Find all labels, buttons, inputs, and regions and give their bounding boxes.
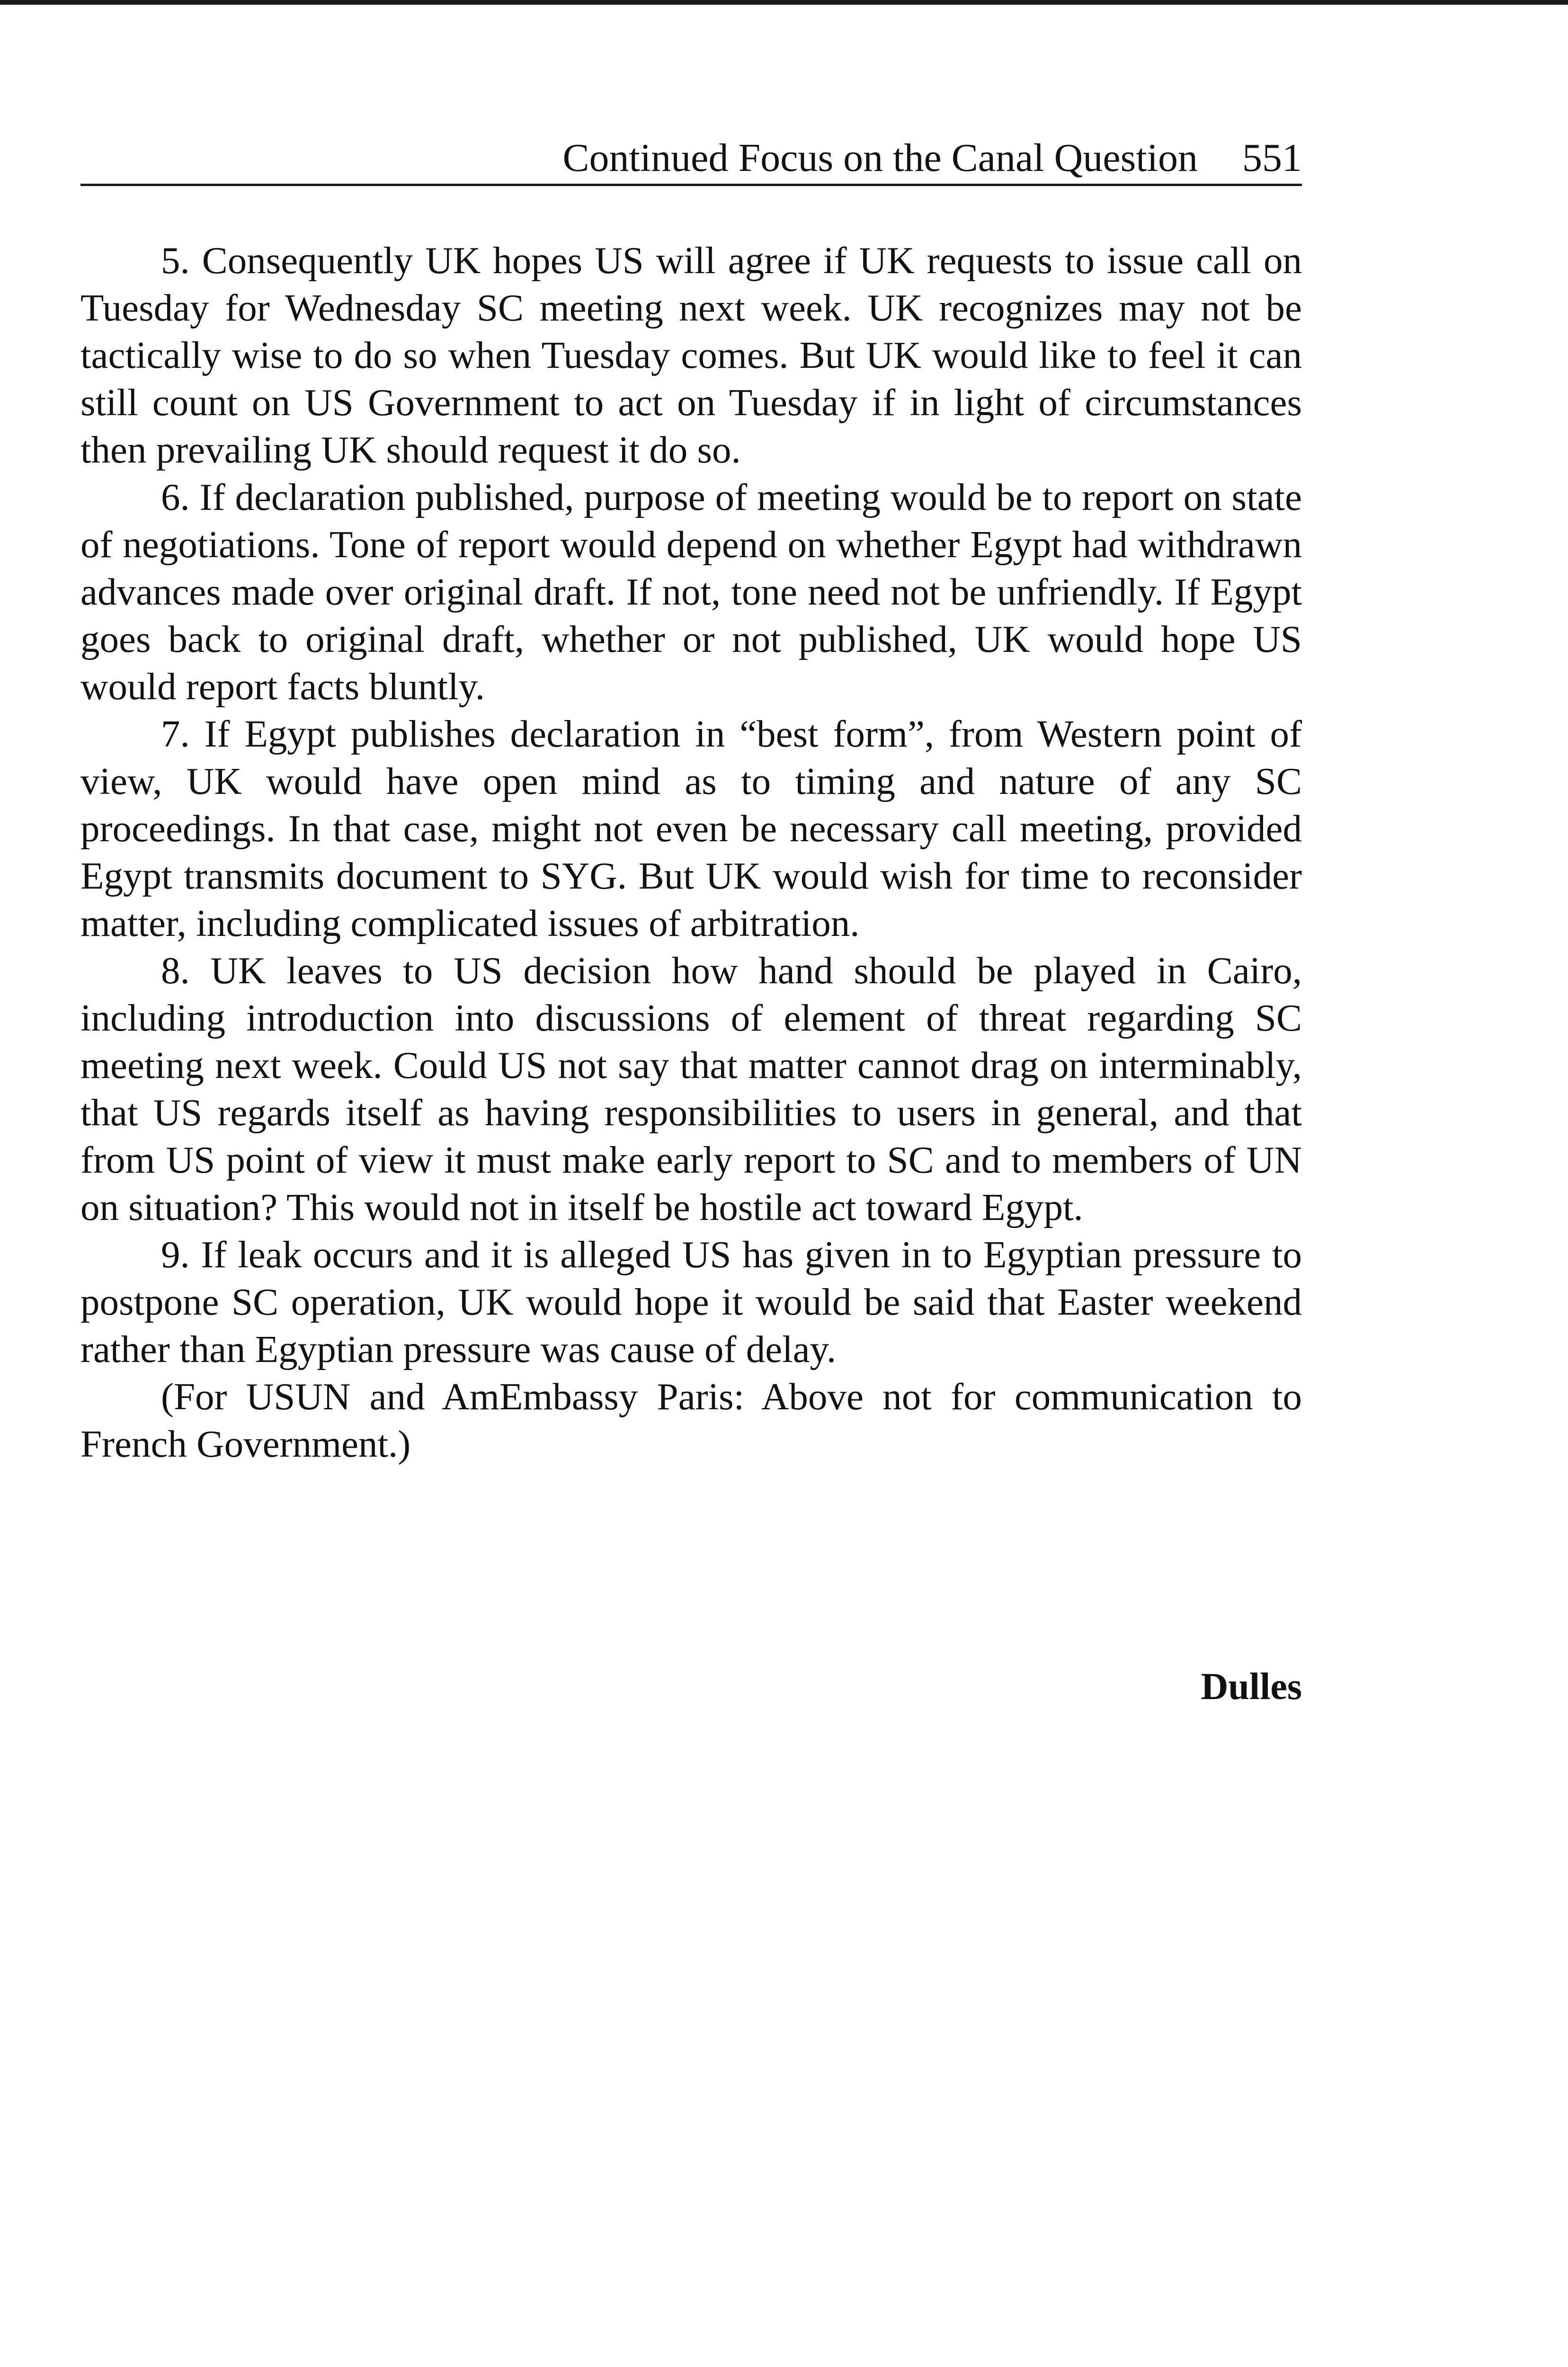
running-head xyxy=(80,136,1302,186)
running-head-title: Continued Focus on the Canal Question xyxy=(562,136,1198,180)
paragraph-5: 5. Consequently UK hopes US will agree if UK requests to issue call on Tuesday for Wednesday SC meeting next week. UK recognizes may not be tactically wise to do so when Tuesday comes. But UK would like to feel it can still count on US Government to act on Tuesday if in light of circumstances then prevailing UK should request it do so. xyxy=(80,239,1302,471)
paragraph-9: 9. If leak occurs and it is alleged US has given in to Egyptian pressure to postpone SC operation, UK would hope it would be said that Easter weekend rather than Egyptian pressure was cause of delay. xyxy=(80,1233,1302,1370)
paragraph-7: 7. If Egypt publishes declaration in “best form”, from Western point of view, UK would have open mind as to timing and nature of any SC proceedings. In that case, might not even be necessary call meeting, provided Egypt transmits document to SYG. But UK would wish for time to reconsider matter, including complicated issues of arbitration. xyxy=(80,712,1302,944)
signature: Dulles xyxy=(1201,1666,1302,1708)
paragraph-note: (For USUN and AmEmbassy Paris: Above not for communication to French Government.) xyxy=(80,1375,1302,1465)
paragraph-6: 6. If declaration published, purpose of meeting would be to report on state of negotiations. Tone of report would depend on whether Egypt had withdrawn advances made over original draft. If not, tone need not be unfriendly. If Egypt goes back to original draft, whether or not published, UK would hope US would report facts bluntly. xyxy=(80,476,1302,708)
page-number: 551 xyxy=(1242,136,1302,180)
paragraph-8: 8. UK leaves to US decision how hand should be played in Cairo, including introduction into discussions of element of threat regarding SC meeting next week. Could US not say that matter cannot drag on interminably, that US regards itself as having responsibilities to users in general, and that from US point of view it must make early report to SC and to members of UN on situation? This would not in itself be hostile act toward Egypt. xyxy=(80,949,1302,1228)
body-text xyxy=(80,237,1302,1468)
